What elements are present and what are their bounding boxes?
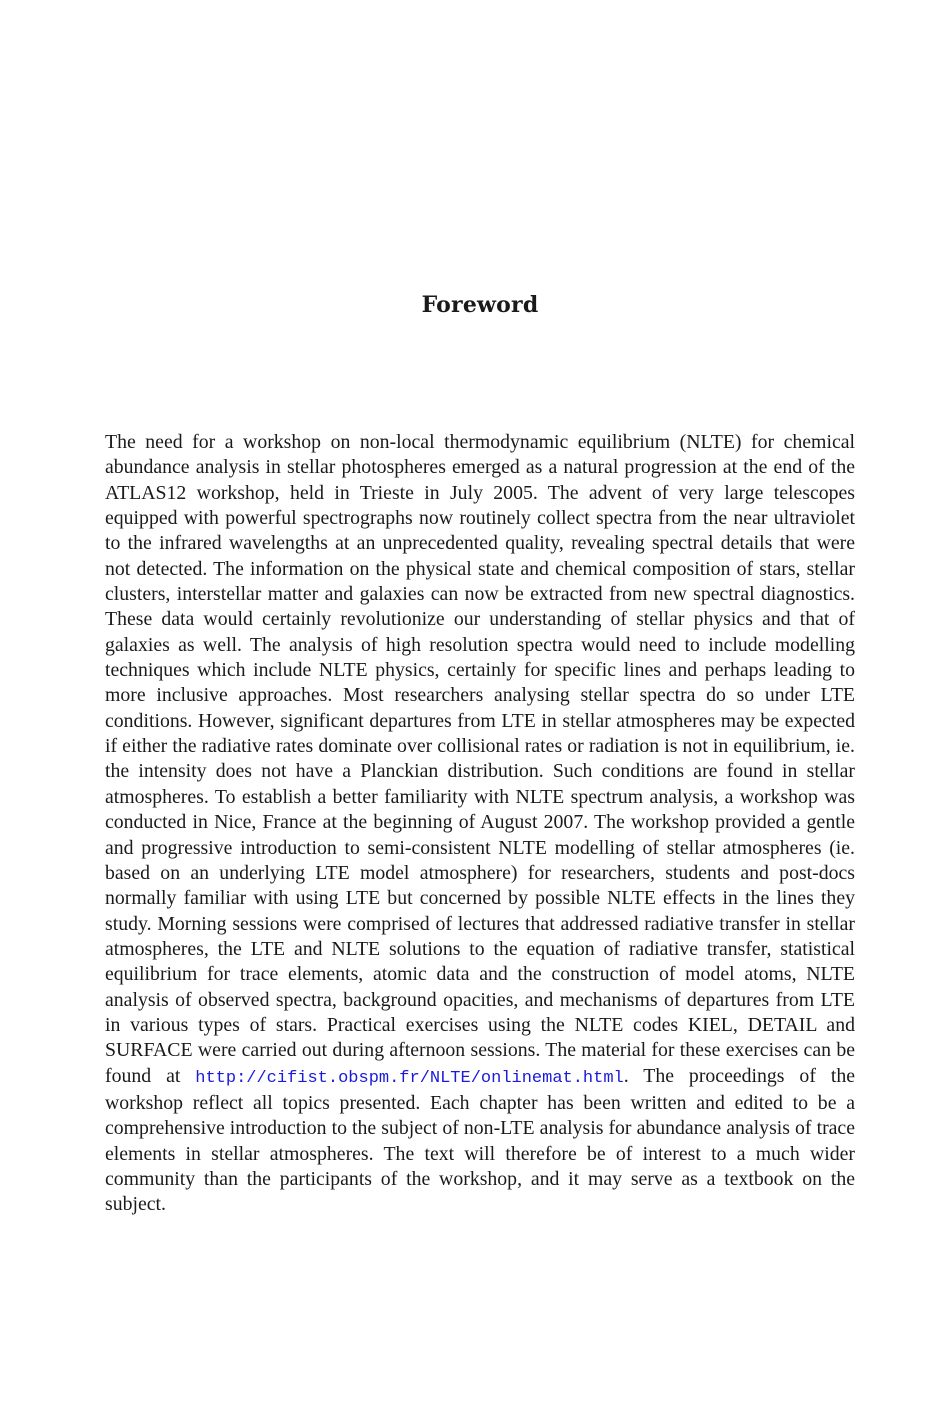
online-material-link[interactable]: http://cifist.obspm.fr/NLTE/onlinemat.html <box>195 1068 624 1088</box>
foreword-paragraph <box>105 430 855 1218</box>
paragraph-text-after-link: . The proceedings of the workshop reflect all topics presented. Each chapter has been written and edited to be a comprehensive introduction to the subject of non-LTE analysis for abundance analysis of trace elements in stellar atmospheres. The text will therefore be of interest to a much wider community than the participants of the workshop, and it may serve as a textbook on the subject. <box>105 1064 855 1216</box>
page-title: Foreword <box>421 292 539 318</box>
paragraph-text-before-link: The need for a workshop on non-local thermodynamic equilibrium (NLTE) for chemical abundance analysis in stellar photospheres emerged as a natural progression at the end of the ATLAS12 workshop, held in Trieste in July 2005. The advent of very large telescopes equipped with powerful spectrographs now routinely collect spectra from the near ultraviolet to the infrared wavelengths at an unprecedented quality, revealing spectral details that were not detected. The information on the physical state and chemical composition of stars, stellar clusters, interstellar matter and galaxies can now be extracted from new spectral diagnostics. These data would certainly revolutionize our understanding of stellar physics and that of galaxies as well. The analysis of high resolution spectra would need to include modelling techniques which include NLTE physics, certainly for specific lines and perhaps leading to more inclusive approaches. Most researchers analysing stellar spectra do so under LTE conditions. However, significant departures from LTE in stellar atmospheres may be expected if either the radiative rates dominate over collisional rates or radiation is not in equilibrium, ie. the intensity does not have a Planckian distribution. Such conditions are found in stellar atmospheres. To establish a better familiarity with NLTE spectrum analysis, a workshop was conducted in Nice, France at the beginning of August 2007. The workshop provided a gentle and progressive introduction to semi-consistent NLTE modelling of stellar atmospheres (ie. based on an underlying LTE model atmosphere) for researchers, students and post-docs normally familiar with using LTE but concerned by possible NLTE effects in the lines they study. Morning sessions were comprised of lectures that addressed radiative transfer in stellar atmospheres, the LTE and NLTE solutions to the equation of radiative transfer, statistical equilibrium for trace elements, atomic data and the construction of model atoms, NLTE analysis of observed spectra, background opacities, and mechanisms of departures from LTE in various types of stars. Practical exercises using the NLTE codes KIEL, DETAIL and SURFACE were carried out during afternoon sessions. The material for these exercises can be found at <box>105 431 855 1087</box>
